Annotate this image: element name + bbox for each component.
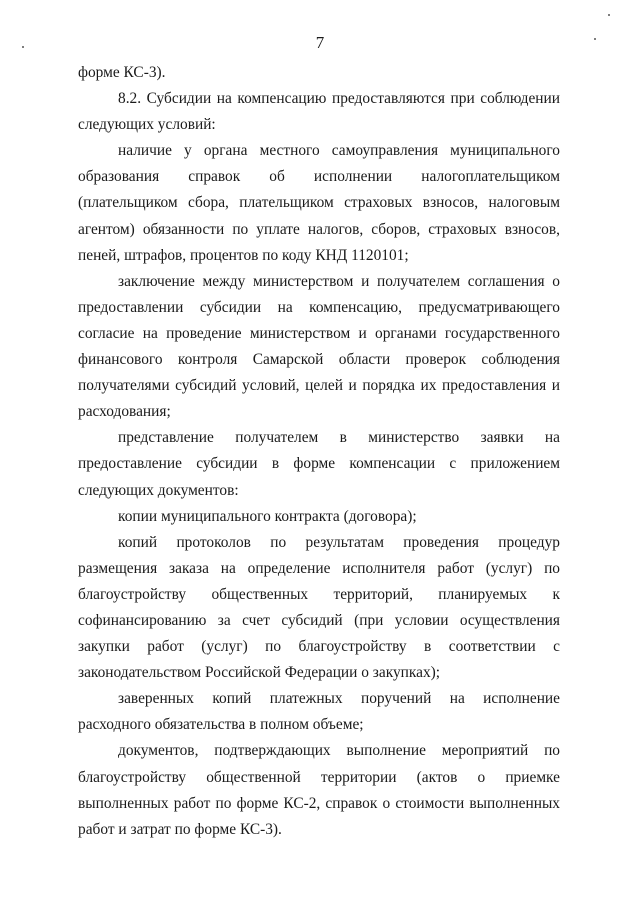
paragraph: заверенных копий платежных поручений на исполнение расходного обязательства в полном объеме; [78, 690, 560, 734]
paragraph: копии муниципального контракта (договора); [118, 507, 417, 525]
paragraph: 8.2. Субсидии на компенсацию предоставляются при соблюдении следующих условий: [78, 90, 560, 134]
page-number: 7 [315, 33, 325, 52]
paragraph: представление получателем в министерство заявки на предоставление субсидии в форме компенсации с приложением следующих документов: [78, 429, 560, 499]
document-body [78, 60, 560, 843]
paragraph: документов, подтверждающих выполнение мероприятий по благоустройству общественной территории (актов о приемке выполненных работ по форме КС-2, справок о стоимости выполненных работ и затрат по форме КС-3). [78, 742, 560, 838]
paragraph: заключение между министерством и получателем соглашения о предоставлении субсидии на компенсацию, предусматривающего согласие на проведение министерством и органами государственного финансового контроля Самарской области проверок соблюдения получателями субсидий условий, целей и порядка их предоставления и расходования; [78, 272, 560, 421]
paragraph: форме КС-3). [78, 64, 166, 81]
scan-speck [608, 14, 610, 16]
paragraph: наличие у органа местного самоуправления муниципального образования справок об исполнении налогоплательщиком (плательщиком сбора, плательщиком страховых взносов, налоговым агентом) обязанности по уплате налогов, сборов, страховых взносов, пеней, штрафов, процентов по коду КНД 1120101; [78, 142, 560, 264]
scan-speck [22, 46, 24, 48]
scan-speck [594, 38, 596, 40]
paragraph: копий протоколов по результатам проведения процедур размещения заказа на определение исполнителя работ (услуг) по благоустройству общественных территорий, планируемых к софинансированию за счет субсидий (при условии осуществления закупки работ (услуг) по благоустройству в соответствии с законодательством Российской Федерации о закупках); [78, 533, 560, 682]
